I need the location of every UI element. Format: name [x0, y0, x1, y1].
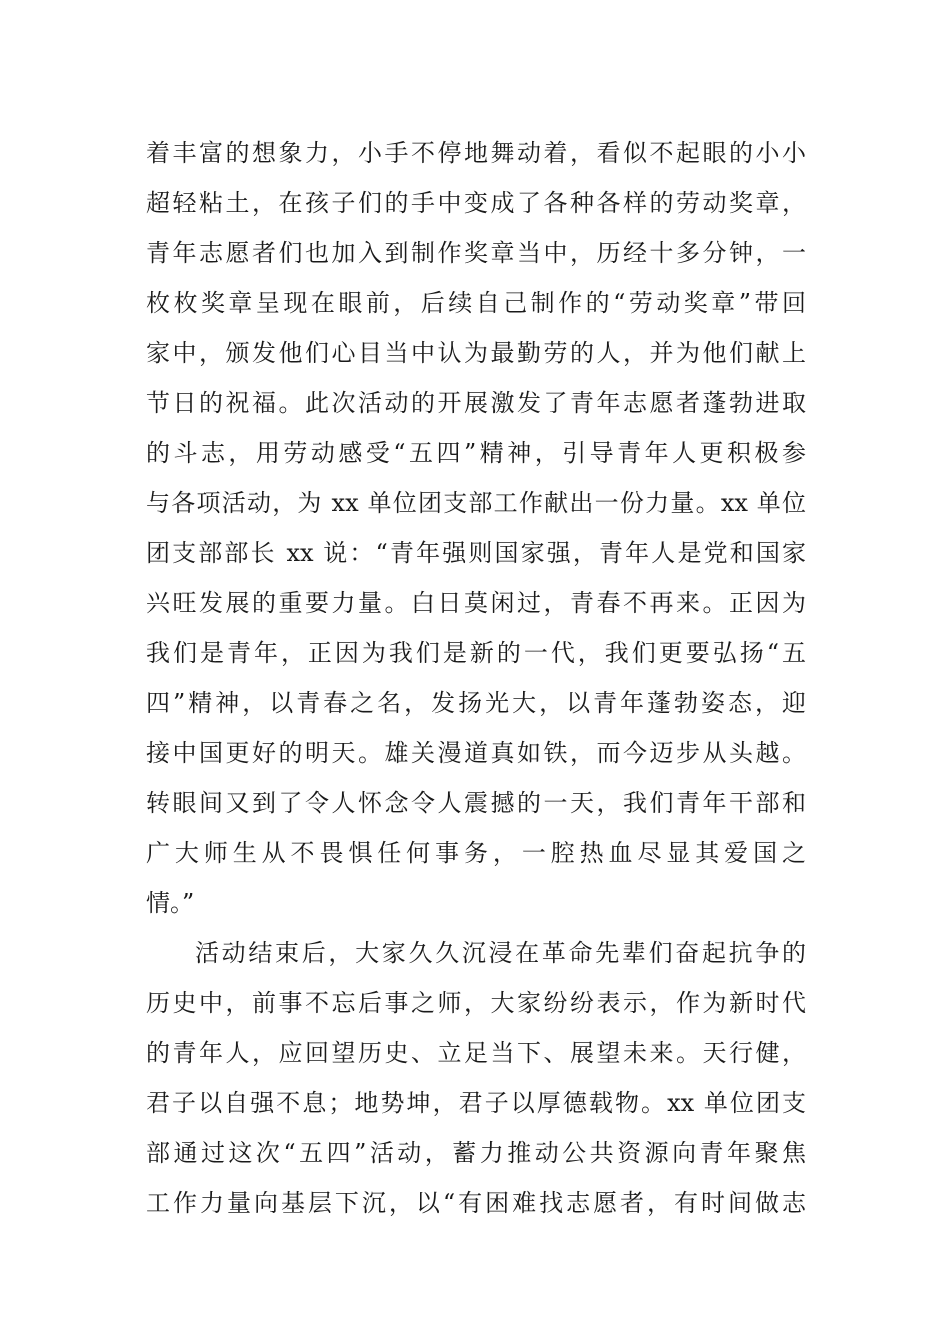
text-line: 我们是青年，正因为我们是新的一代，我们更要弘扬“五 [146, 639, 806, 667]
text-line: 青年志愿者们也加入到制作奖章当中，历经十多分钟，一 [146, 239, 806, 267]
text-line: 活动结束后，大家久久沉浸在革命先辈们奋起抗争的 [195, 939, 806, 967]
text-line: 广大师生从不畏惧任何事务，一腔热血尽显其爱国之 [146, 839, 806, 867]
text-line: 与各项活动，为 xx 单位团支部工作献出一份力量。xx 单位 [146, 489, 806, 517]
text-line: 部通过这次“五四”活动，蓄力推动公共资源向青年聚焦 [146, 1139, 806, 1167]
document-body [146, 128, 806, 1228]
text-line: 接中国更好的明天。雄关漫道真如铁，而今迈步从头越。 [146, 739, 806, 767]
text-line: 着丰富的想象力，小手不停地舞动着，看似不起眼的小小 [146, 139, 806, 167]
text-line: 四”精神，以青春之名，发扬光大，以青年蓬勃姿态，迎 [146, 689, 806, 717]
text-line: 君子以自强不息；地势坤，君子以厚德载物。xx 单位团支 [146, 1089, 806, 1117]
paragraph-2 [146, 928, 806, 1228]
paragraph-1 [146, 128, 806, 928]
text-line: 团支部部长 xx 说：“青年强则国家强，青年人是党和国家 [146, 539, 806, 567]
text-line: 家中，颁发他们心目当中认为最勤劳的人，并为他们献上 [146, 339, 806, 367]
text-line: 的青年人，应回望历史、立足当下、展望未来。天行健， [146, 1039, 806, 1067]
text-line: 的斗志，用劳动感受“五四”精神，引导青年人更积极参 [146, 439, 806, 467]
text-line: 情。” [146, 889, 195, 917]
text-line: 枚枚奖章呈现在眼前，后续自己制作的“劳动奖章”带回 [146, 289, 806, 317]
text-line: 历史中，前事不忘后事之师，大家纷纷表示，作为新时代 [146, 989, 806, 1017]
text-line: 超轻粘土，在孩子们的手中变成了各种各样的劳动奖章， [146, 189, 806, 217]
text-line: 转眼间又到了令人怀念令人震撼的一天，我们青年干部和 [146, 789, 806, 817]
text-line: 工作力量向基层下沉，以“有困难找志愿者，有时间做志 [146, 1189, 806, 1217]
text-line: 节日的祝福。此次活动的开展激发了青年志愿者蓬勃进取 [146, 389, 806, 417]
text-line: 兴旺发展的重要力量。白日莫闲过，青春不再来。正因为 [146, 589, 806, 617]
